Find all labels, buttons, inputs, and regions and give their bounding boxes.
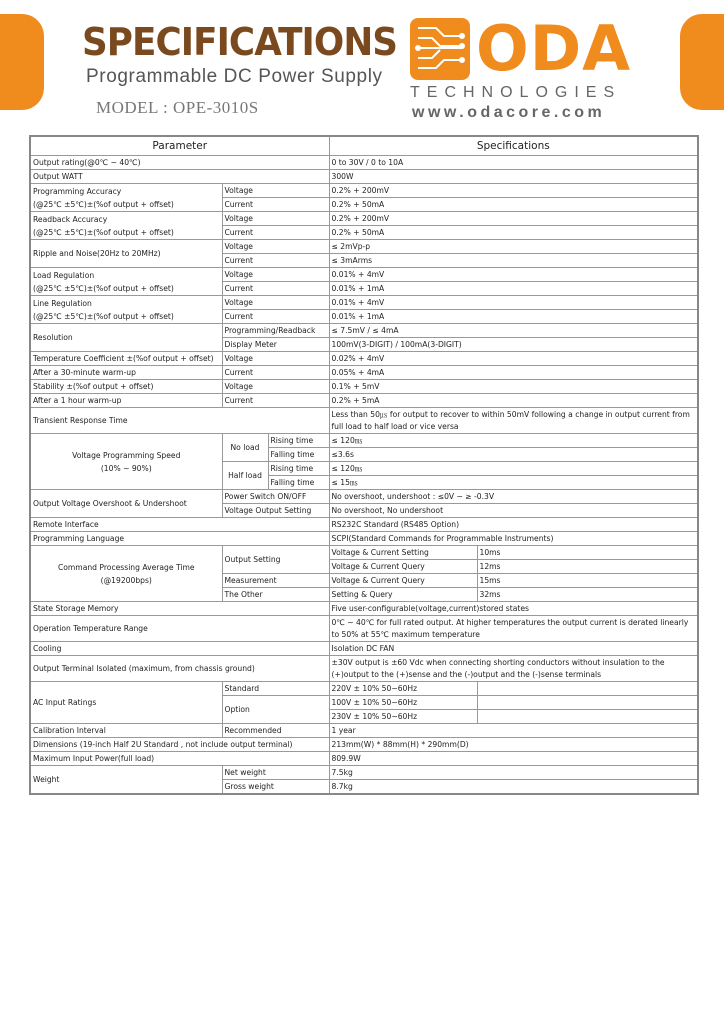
row-label: Weight [30,766,222,795]
row-value: 15ms [477,574,698,588]
sub-label: Net weight [222,766,329,780]
sub-label: Display Meter [222,338,329,352]
table-row [30,366,698,380]
row-value: 0.1% + 5mV [329,380,698,394]
row-value: Less than 50㎲ for output to recover to within 50mV following a change in output current from full load to half load or vice versa [329,408,698,434]
table-row [30,184,698,198]
row-value: 213mm(W) * 88mm(H) * 290mm(D) [329,738,698,752]
row-label: State Storage Memory [30,602,329,616]
row-value: 100mV(3-DIGIT) / 100mA(3-DIGIT) [329,338,698,352]
table-row [30,156,698,170]
table-row [30,642,698,656]
row-label: Stability ±(%of output + offset) [30,380,222,394]
row-value: ≤ 7.5mV / ≤ 4mA [329,324,698,338]
row-value: 8.7kg [329,780,698,795]
row-value: 0.2% + 200mV [329,212,698,226]
row-value: 0.01% + 1mA [329,310,698,324]
row-value: 0.05% + 4mA [329,366,698,380]
sub-label: Programming/Readback [222,324,329,338]
table-row [30,518,698,532]
label-line: (@19200bps) [100,575,152,585]
row-value: 12ms [477,560,698,574]
row-value: 0.01% + 4mV [329,268,698,282]
table-header-row [30,136,698,156]
row-value: Isolation DC FAN [329,642,698,656]
row-value: 0.2% + 50mA [329,198,698,212]
table-row [30,408,698,434]
row-value: 0.02% + 4mV [329,352,698,366]
row-label: Operation Temperature Range [30,616,329,642]
table-row [30,434,698,448]
row-value: 32ms [477,588,698,602]
label-line: Readback Accuracy [33,214,108,224]
row-value: 0.01% + 4mV [329,296,698,310]
sub-label: Current [222,310,329,324]
header-parameter: Parameter [30,136,329,156]
sub-label: No load [222,434,268,462]
row-value: ≤3.6s [329,448,698,462]
row-label [30,184,222,212]
label-line: Line Regulation [33,298,92,308]
label-line: Load Regulation [33,270,95,280]
label-line: Command Processing Average Time [57,562,195,572]
sub-label: Voltage [222,240,329,254]
sub-label: Rising time [268,434,329,448]
row-value: 0.2% + 5mA [329,394,698,408]
row-value: 0.2% + 50mA [329,226,698,240]
sub-label: Half load [222,462,268,490]
logo-url: www.odacore.com [412,104,606,121]
sub-label: Falling time [268,476,329,490]
label-line: (@25℃ ±5℃)±(%of output + offset) [33,311,174,321]
left-orange-tab [0,14,44,110]
row-value: 809.9W [329,752,698,766]
sub-label: Voltage [222,296,329,310]
row-label: After a 1 hour warm-up [30,394,222,408]
row-value: ±30V output is ±60 Vdc when connecting shorting conductors without insulation to the (+)output to the (+)sense and the (-)output and the (-)sense terminals [329,656,698,682]
row-value: Voltage & Current Setting [329,546,477,560]
row-value: 7.5kg [329,766,698,780]
row-value: ≤ 3mArms [329,254,698,268]
row-value: 0 to 30V / 0 to 10A [329,156,698,170]
table-row [30,170,698,184]
table-row [30,212,698,226]
sub-label: Recommended [222,724,329,738]
row-value: 0℃ ~ 40℃ for full rated output. At higher temperatures the output current is derated linearly to 50% at 55℃ maximum temperature [329,616,698,642]
row-value: 0.2% + 200mV [329,184,698,198]
label-line: (@25℃ ±5℃)±(%of output + offset) [33,199,174,209]
row-value: ≤ 2mVp-p [329,240,698,254]
table-row [30,268,698,282]
model-label: MODEL : OPE-3010S [96,98,259,117]
label-line: (@25℃ ±5℃)±(%of output + offset) [33,283,174,293]
row-value: 100V ± 10% 50~60Hz [329,696,477,710]
specifications-table [29,135,699,795]
table-row [30,724,698,738]
row-label [30,268,222,296]
row-label: Temperature Coefficient ±(%of output + offset) [30,352,222,366]
row-value: 300W [329,170,698,184]
row-value: 220V ± 10% 50~60Hz [329,682,477,696]
label-line: (@25℃ ±5℃)±(%of output + offset) [33,227,174,237]
table-row [30,352,698,366]
row-value: 0.01% + 1mA [329,282,698,296]
sub-label: Voltage [222,352,329,366]
sub-label: Voltage [222,212,329,226]
right-orange-tab [680,14,724,110]
row-value: ≤ 120㎳ [329,434,698,448]
table-row [30,656,698,682]
sub-label: Falling time [268,448,329,462]
row-value: No overshoot, undershoot : ≤0V ~ ≥ -0.3V [329,490,698,504]
row-value: Voltage & Current Query [329,560,477,574]
row-label: AC Input Ratings [30,682,222,724]
table-row [30,766,698,780]
row-value: SCPI(Standard Commands for Programmable Instruments) [329,532,698,546]
sub-label: Rising time [268,462,329,476]
row-label [30,434,222,490]
row-value: 10ms [477,546,698,560]
page-title: SPECIFICATIONS [82,20,398,64]
row-value: No overshoot, No undershoot [329,504,698,518]
sub-label: Output Setting [222,546,329,574]
sub-label: Power Switch ON/OFF [222,490,329,504]
sub-label: Current [222,282,329,296]
label-line: Voltage Programming Speed [72,450,181,460]
sub-label: The Other [222,588,329,602]
row-label: Output rating(@0℃ ~ 40℃) [30,156,329,170]
row-label: Ripple and Noise(20Hz to 20MHz) [30,240,222,268]
table-row [30,324,698,338]
label-line: Programming Accuracy [33,186,122,196]
empty-cell [477,710,698,724]
company-logo [410,12,660,128]
row-label [30,546,222,602]
table-row [30,682,698,696]
page-subtitle: Programmable DC Power Supply [86,66,383,87]
table-row [30,616,698,642]
empty-cell [477,682,698,696]
header-specifications: Specifications [329,136,698,156]
sub-label: Gross weight [222,780,329,795]
row-value: Voltage & Current Query [329,574,477,588]
table-row [30,296,698,310]
row-label: Calibration Interval [30,724,222,738]
table-row [30,602,698,616]
sub-label: Current [222,198,329,212]
sub-label: Current [222,226,329,240]
row-label: Output Terminal Isolated (maximum, from chassis ground) [30,656,329,682]
sub-label: Current [222,394,329,408]
empty-cell [477,696,698,710]
sub-label: Voltage Output Setting [222,504,329,518]
row-value: Five user-configurable(voltage,current)stored states [329,602,698,616]
row-label: Output WATT [30,170,329,184]
row-label: Output Voltage Overshoot & Undershoot [30,490,222,518]
row-value: 230V ± 10% 50~60Hz [329,710,477,724]
row-value: Setting & Query [329,588,477,602]
circuit-chip-icon [410,18,470,80]
sub-label: Current [222,366,329,380]
sub-label: Option [222,696,329,724]
row-label: Cooling [30,642,329,656]
row-label [30,296,222,324]
sub-label: Current [222,254,329,268]
table-row [30,546,698,560]
table-row [30,240,698,254]
table-row [30,394,698,408]
sub-label: Voltage [222,184,329,198]
row-label: Resolution [30,324,222,352]
row-value: ≤ 120㎳ [329,462,698,476]
table-row [30,738,698,752]
row-label: Dimensions (19-inch Half 2U Standard , not include output terminal) [30,738,329,752]
row-label: Remote Interface [30,518,329,532]
label-line: (10% ~ 90%) [100,463,152,473]
logo-wordmark: ODA [476,12,632,85]
sub-label: Voltage [222,380,329,394]
row-label: After a 30-minute warm-up [30,366,222,380]
row-value: ≤ 15㎳ [329,476,698,490]
row-value: 1 year [329,724,698,738]
row-label [30,212,222,240]
table-row [30,380,698,394]
sub-label: Standard [222,682,329,696]
row-label: Programming Language [30,532,329,546]
table-row [30,532,698,546]
sub-label: Voltage [222,268,329,282]
logo-technologies: TECHNOLOGIES [410,84,622,101]
row-value: RS232C Standard (RS485 Option) [329,518,698,532]
table-row [30,752,698,766]
row-label: Maximum Input Power(full load) [30,752,329,766]
sub-label: Measurement [222,574,329,588]
row-label: Transient Response Time [30,408,329,434]
table-row [30,490,698,504]
